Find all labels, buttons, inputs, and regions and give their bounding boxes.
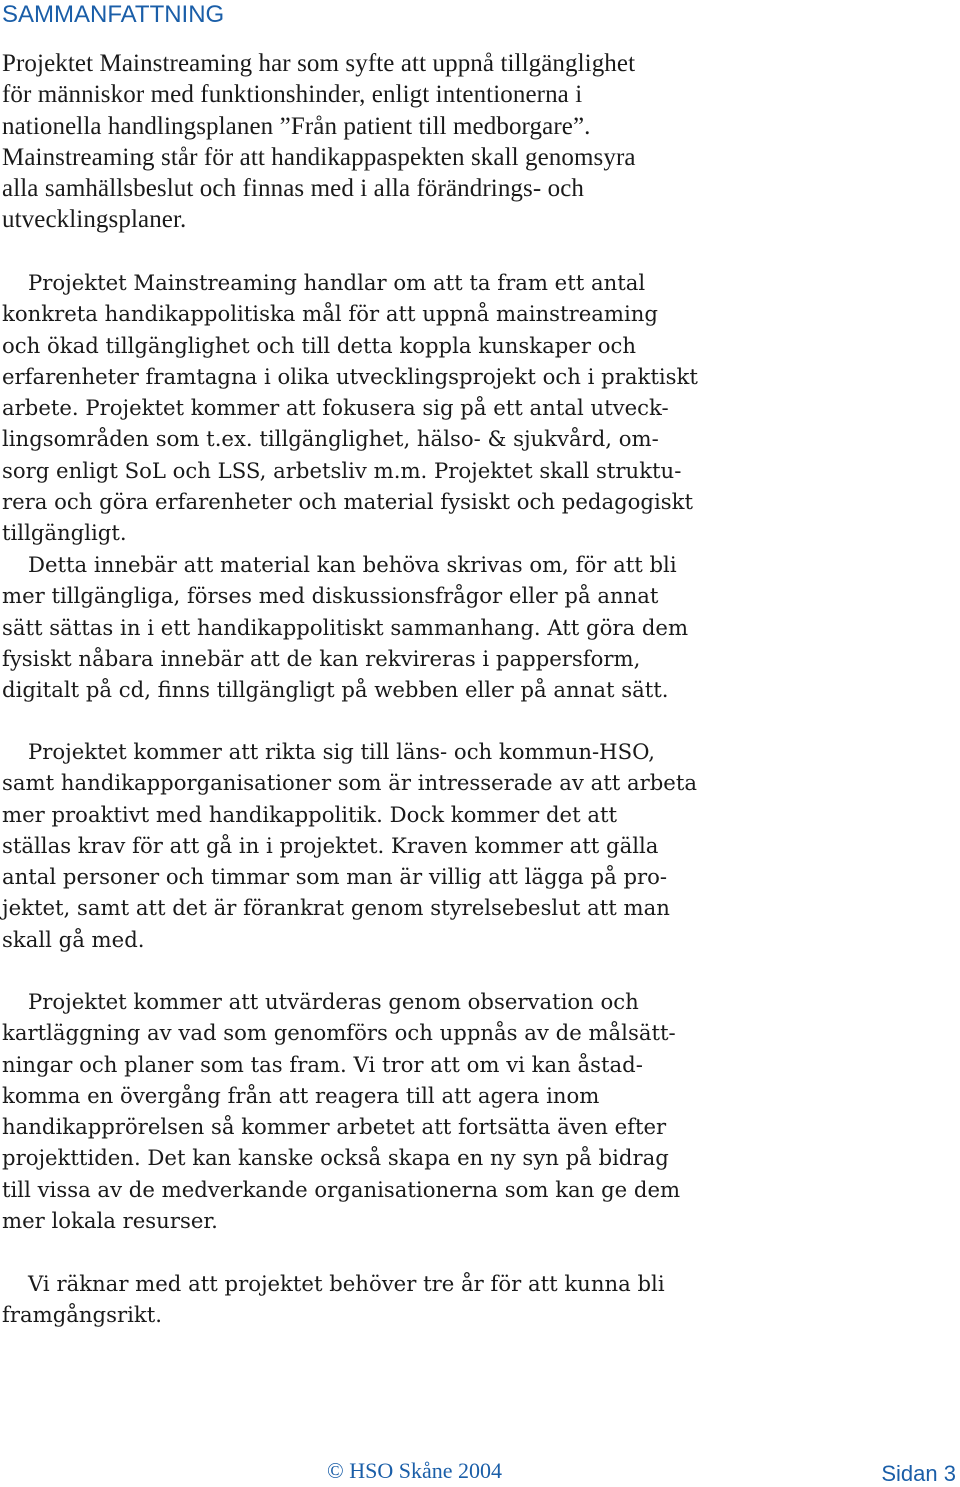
text-line: tillgängligt. [2,520,127,546]
text-line: skall gå med. [2,926,145,952]
text-line: sorg enligt SoL och LSS, arbetsliv m.m. Projektet skall struktu- [2,457,682,483]
footer-copyright: © HSO Skåne 2004 [327,1458,502,1483]
text-line: Mainstreaming står för att handikappaspekten skall genomsyra [2,143,636,171]
paragraph-duration [2,1268,665,1331]
text-line: Vi räknar med att projektet behöver tre år för att kunna bli [28,1271,665,1296]
text-line: fysiskt nåbara innebär att de kan rekvireras i pappersform, [2,645,641,671]
paragraph-purpose [2,48,636,236]
text-line: digitalt på cd, finns tillgängligt på webben eller på annat sätt. [2,677,669,703]
text-line: Projektet kommer att rikta sig till läns- och kommun-HSO, [28,739,656,764]
text-line: konkreta handikappolitiska mål för att uppnå mainstreaming [2,301,658,327]
text-line: alla samhällsbeslut och finnas med i alla förändrings- och [2,175,585,203]
paragraph-scope [2,267,698,549]
text-line: nationella handlingsplanen ”Från patient till medborgare”. [2,112,591,140]
text-line: till vissa av de medverkande organisationerna som kan ge dem [2,1176,681,1202]
text-line: ningar och planer som tas fram. Vi tror att om vi kan åstad- [2,1051,643,1077]
text-line: utvecklingsplaner. [2,206,187,234]
text-line: mer tillgängliga, förses med diskussionsfrågor eller på annat [2,583,659,609]
text-line: Projektet Mainstreaming har som syfte att uppnå tillgänglighet [2,50,636,77]
text-line: antal personer och timmar som man är villig att lägga på pro- [2,864,668,890]
text-line: lingsområden som t.ex. tillgänglighet, hälso- & sjukvård, om- [2,426,659,452]
text-line: rera och göra erfarenheter och material fysiskt och pedagogiskt [2,489,693,515]
text-line: arbete. Projektet kommer att fokusera sig på ett antal utveck- [2,395,669,421]
section-heading: SAMMANFATTNING [2,1,225,28]
paragraph-evaluation [2,986,680,1236]
text-line: Detta innebär att material kan behöva skrivas om, för att bli [28,552,677,577]
paragraph-material [2,549,688,705]
text-line: och ökad tillgänglighet och till detta koppla kunskaper och [2,332,636,358]
text-line: Projektet Mainstreaming handlar om att ta fram ett antal [28,270,646,295]
text-line: framgångsrikt. [2,1302,162,1328]
text-line: kartläggning av vad som genomförs och uppnås av de målsätt- [2,1020,676,1046]
text-line: projekttiden. Det kan kanske också skapa en ny syn på bidrag [2,1145,669,1171]
text-line: för människor med funktionshinder, enligt intentionerna i [2,81,583,109]
text-line: mer proaktivt med handikappolitik. Dock kommer det att [2,801,617,827]
text-line: erfarenheter framtagna i olika utvecklingsprojekt och i praktiskt [2,363,698,389]
text-line: samt handikapporganisationer som är intresserade av att arbeta [2,770,697,796]
text-line: jektet, samt att det är förankrat genom styrelsebeslut att man [2,895,670,921]
text-line: sätt sättas in i ett handikappolitiskt sammanhang. Att göra dem [2,614,689,640]
text-line: mer lokala resurser. [2,1208,218,1234]
text-line: komma en övergång från att reagera till att agera inom [2,1082,600,1108]
text-line: handikapprörelsen så kommer arbetet att fortsätta även efter [2,1114,667,1140]
footer-page-number: Sidan 3 [881,1461,956,1486]
paragraph-target-group [2,736,697,955]
text-line: ställas krav för att gå in i projektet. Kraven kommer att gälla [2,832,659,858]
text-line: Projektet kommer att utvärderas genom observation och [28,989,639,1014]
